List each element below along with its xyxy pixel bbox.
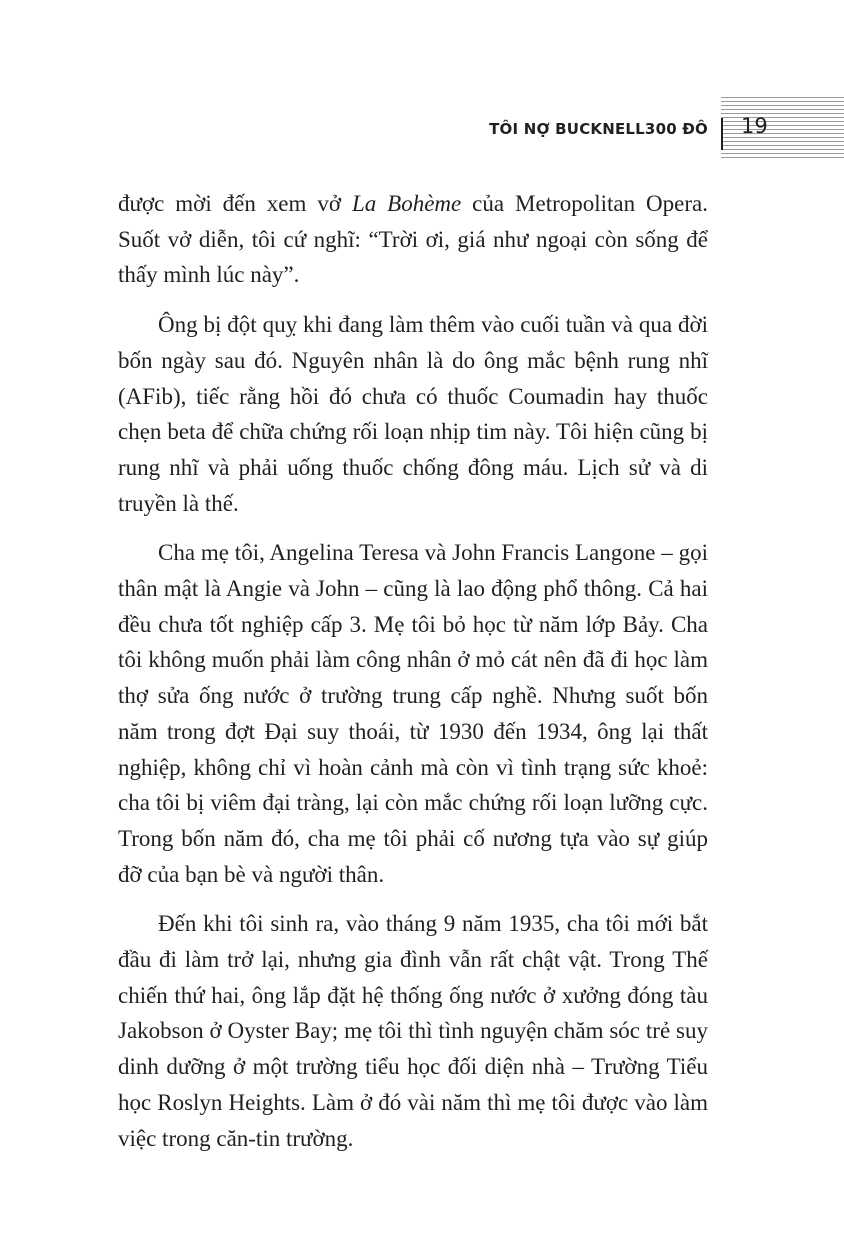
paragraph-3: Cha mẹ tôi, Angelina Teresa và John Francis Langone – gọi thân mật là Angie và John – cũng là lao động phổ thông. Cả hai đều chưa tốt nghiệp cấp 3. Mẹ tôi bỏ học từ năm lớp Bảy. Cha tôi không muốn phải làm công nhân ở mỏ cát nên đã đi học làm thợ sửa ống nước ở trường trung cấp nghề. Nhưng suốt bốn năm trong đợt Đại suy thoái, từ 1930 đến 1934, ông lại thất nghiệp, không chỉ vì hoàn cảnh mà còn vì tình trạng sức khoẻ: cha tôi bị viêm đại tràng, lại còn mắc chứng rối loạn lưỡng cực. Trong bốn năm đó, cha mẹ tôi phải cố nương tựa vào sự giúp đỡ của bạn bè và người thân.	[118, 540, 708, 887]
opera-title: La Bohème	[351, 191, 462, 216]
page-number: 19	[741, 114, 768, 138]
paragraph-4: Đến khi tôi sinh ra, vào tháng 9 năm 1935, cha tôi mới bắt đầu đi làm trở lại, nhưng gia đình vẫn rất chật vật. Trong Thế chiến thứ hai, ông lắp đặt hệ thống ống nước ở xưởng đóng tàu Jakobson ở Oyster Bay; mẹ tôi thì tình nguyện chăm sóc trẻ suy dinh dưỡng ở một trường tiểu học đối diện nhà – Trường Tiểu học Roslyn Heights. Làm ở đó vài năm thì mẹ tôi được vào làm việc trong căn-tin trường.	[118, 911, 708, 1151]
paragraph-1	[118, 186, 708, 293]
paragraph-1-rest: của Metropolitan Opera. Suốt vở diễn, tôi cứ nghĩ: “Trời ơi, giá như ngoại còn sống để thấy mình lúc này”.	[118, 191, 708, 288]
running-head-title: TÔI NỢ BUCKNELL300 ĐÔ	[489, 120, 708, 138]
body-text	[118, 186, 708, 1170]
paragraph-2: Ông bị đột quỵ khi đang làm thêm vào cuối tuần và qua đời bốn ngày sau đó. Nguyên nhân là do ông mắc bệnh rung nhĩ (AFib), tiếc rằng hồi đó chưa có thuốc Coumadin hay thuốc chẹn beta để chữa chứng rối loạn nhịp tim này. Tôi hiện cũng bị rung nhĩ và phải uống thuốc chống đông máu. Lịch sử và di truyền là thế.	[118, 312, 708, 516]
header-stripe-decoration	[721, 97, 844, 159]
header-divider	[721, 118, 723, 150]
paragraph-1-lead: được mời đến xem vở	[118, 191, 352, 216]
